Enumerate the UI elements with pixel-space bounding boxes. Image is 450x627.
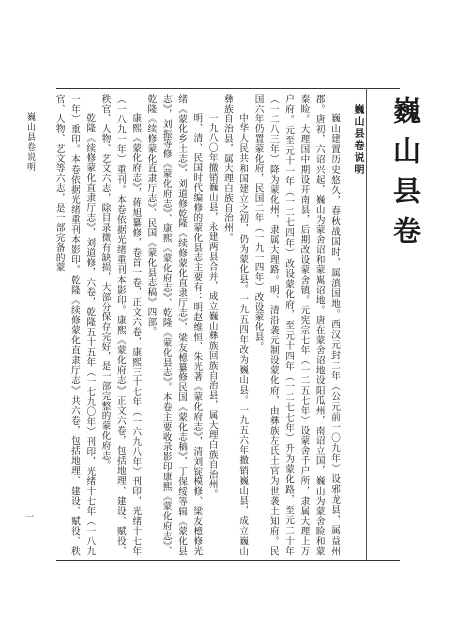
page-number: 一: [23, 512, 33, 521]
body-paragraph: 中华人民共和国建立之初，仍为蒙化县。一九五四年改为巍山县。一九五六年撤销巍山县，成立巍山彝族自治县，属大理白族自治州。: [221, 94, 249, 556]
body-paragraph: 一九八〇年撤销巍山县，永建两县合并，成立巍山彝族回族自治县，属大理白族自治州。: [206, 113, 218, 500]
page-top-border: [56, 88, 400, 89]
body-paragraph: 乾隆《续修蒙化直隶厅志》，刘道修，六卷，乾隆五十五年（一七九〇年）刊印，光绪十七年（一八九一年）重印。本卷依据光绪重刊本影印。乾隆《续修蒙化直隶厅志》共六卷，包括地理、建设、赋役、秩官、人物、艺文等六志，是一部完备的蒙: [53, 94, 96, 556]
body-text: [53, 94, 342, 556]
body-paragraph: 明、清、民国时代编修的蒙化县志主要有：明赵维恒、朱光著《蒙化府志》，清刘锭模修、梁友檍修光绪《蒙化乡土志》，刘道修乾隆《续修蒙化直隶厅志》，梁友檍纂修民国《蒙化志稿》，丁保绥等辑《蒙化县志》，刘振等修《蒙化府志》、康熙《蒙化府志》、乾隆《蒙化县志》。本卷主要收录影印康熙《蒙化府志》、乾隆《续修蒙化直隶厅志》、民国《蒙化县志稿》四部。: [145, 94, 203, 556]
page-subtitle: 巍山县卷说明: [352, 104, 363, 176]
page-title: 巍山县卷: [389, 96, 422, 256]
column-divider: [366, 88, 367, 560]
body-paragraph: 康熙《蒙化府志》，蒋旭纂修，卷首一卷，正文六卷，康熙三十七年（一六九八年）刊印，光绪十七年（一八九一年）重刊。本卷依据光绪重刊本影印。康熙《蒙化府志》正文六卷，包括地理、建设、赋役、秩官、人物、艺文六志，除目录微有缺损，大部分保存完好，是一部完整的蒙化府志。: [99, 94, 142, 556]
page-bottom-border: [56, 560, 400, 561]
running-header: 巍山县卷说明: [25, 112, 35, 172]
body-paragraph: 巍山建置历史悠久，春秋战国时，属滇国地。西汉元封二年（公元前一〇九年）设邪龙县，属益州郡。唐初，六诏兴起，巍山为蒙舍诏和蒙嶲诏地。唐在蒙舍诏地设阳瓜州，南诏立国，巍山为蒙舍睑和蒙秦睑。大理国中期设开南县，后期改设蒙舍镇。元宪宗七年（一二五七年）设蒙舍千户所，隶属大理上万户府。元至元十一年（一二七四年）改设蒙化府，至元十四年（一二七七年）升为蒙化路，至元二十年（一二八三年）降为蒙化州，隶属大理路。明、清沿袭元制设蒙化府，由彝族左氏土官为世袭土知府。民国六年仍置蒙化府，民国二年（一九一四年）改设蒙化县。: [252, 94, 340, 556]
